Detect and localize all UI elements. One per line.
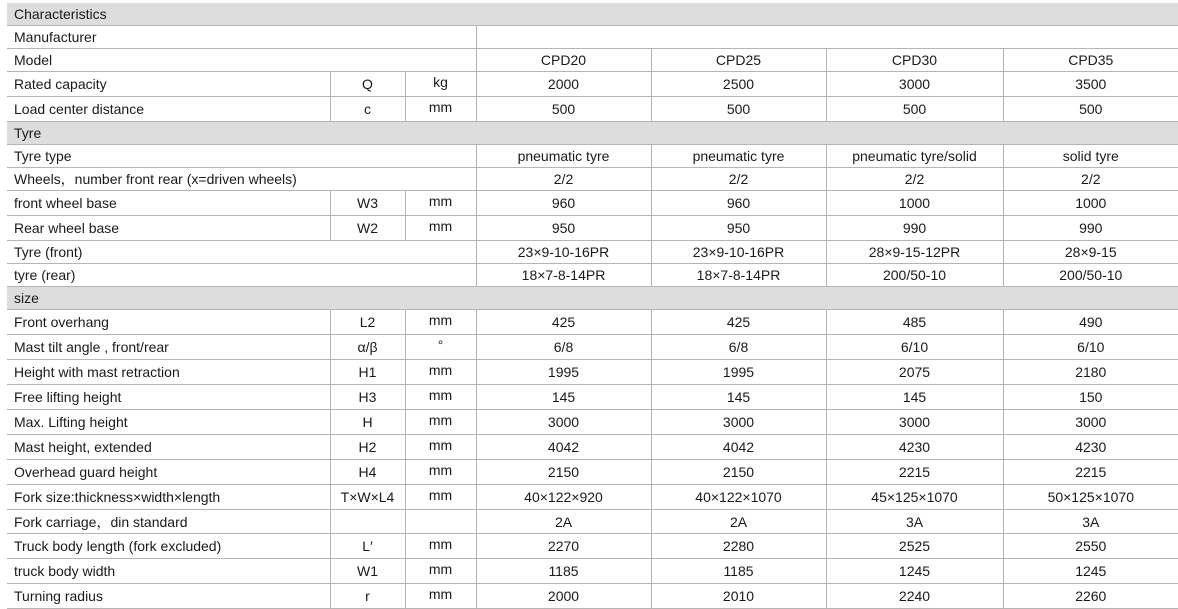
spec-table [7,3,1178,609]
value-cell: 200/50-10 [826,264,1003,287]
section-header-row [7,122,1178,145]
value-cell: 145 [651,385,826,410]
row-label: Turning radius [7,584,330,609]
model-name-cell: CPD30 [826,49,1003,72]
row-symbol: H2 [330,435,405,460]
spec-row [7,145,1178,168]
value-cell: 500 [1003,97,1178,122]
value-cell: 1995 [651,360,826,385]
row-label: Max. Lifting height [7,410,330,435]
row-symbol: r [330,584,405,609]
value-cell: 145 [826,385,1003,410]
value-cell: 3A [826,510,1003,534]
row-unit: mm [405,485,476,510]
row-unit: mm [405,460,476,485]
value-cell: 960 [476,191,651,216]
value-cell: 2550 [1003,534,1178,559]
row-symbol: Q [330,72,405,97]
row-label: Rated capacity [7,72,330,97]
value-cell: 2075 [826,360,1003,385]
value-cell: 28×9-15-12PR [826,241,1003,264]
model-name-cell: CPD25 [651,49,826,72]
value-cell: 425 [476,310,651,335]
row-symbol: L2 [330,310,405,335]
row-unit: mm [405,97,476,122]
value-cell: pneumatic tyre/solid [826,145,1003,168]
value-cell: 1245 [826,559,1003,584]
value-cell: 6/10 [1003,335,1178,360]
value-cell: pneumatic tyre [651,145,826,168]
row-label: Tyre (front) [7,241,476,264]
value-cell: 485 [826,310,1003,335]
value-cell: 490 [1003,310,1178,335]
spec-row [7,310,1178,335]
row-label: truck body width [7,559,330,584]
row-label: tyre (rear) [7,264,476,287]
section-title: Characteristics [7,3,1178,26]
value-cell: 3000 [826,72,1003,97]
value-cell: 40×122×1070 [651,485,826,510]
value-cell: 990 [1003,216,1178,241]
row-label: Mast tilt angle , front/rear [7,335,330,360]
value-cell: 2000 [476,72,651,97]
row-symbol: W3 [330,191,405,216]
value-cell: 1185 [651,559,826,584]
row-unit: mm [405,584,476,609]
spec-row [7,191,1178,216]
spec-row [7,485,1178,510]
value-cell: 960 [651,191,826,216]
model-name-cell: CPD35 [1003,49,1178,72]
spec-row [7,584,1178,609]
value-cell: 200/50-10 [1003,264,1178,287]
row-unit [405,510,476,534]
spec-row [7,26,1178,49]
row-label: Free lifting height [7,385,330,410]
spec-row [7,534,1178,559]
value-cell: 2180 [1003,360,1178,385]
row-unit: mm [405,216,476,241]
value-cell: 1185 [476,559,651,584]
value-cell: 28×9-15 [1003,241,1178,264]
value-cell: 3A [1003,510,1178,534]
value-cell: 2270 [476,534,651,559]
row-label: Fork carriage，din standard [7,510,330,534]
value-cell: 1995 [476,360,651,385]
row-symbol [330,510,405,534]
spec-row [7,72,1178,97]
spec-row [7,460,1178,485]
row-label: Model [7,49,476,72]
value-cell: 2/2 [1003,168,1178,191]
row-unit: mm [405,310,476,335]
value-cell: 2240 [826,584,1003,609]
value-cell: 3000 [476,410,651,435]
row-label: Load center distance [7,97,330,122]
value-cell: 3500 [1003,72,1178,97]
spec-row [7,510,1178,534]
row-unit: mm [405,385,476,410]
row-label: Rear wheel base [7,216,330,241]
value-cell: 500 [476,97,651,122]
value-cell: 6/8 [651,335,826,360]
value-cell: 2215 [1003,460,1178,485]
spec-row [7,360,1178,385]
value-cell: 145 [476,385,651,410]
value-cell: solid tyre [1003,145,1178,168]
manufacturer-value-cell [476,26,1178,49]
value-cell: 1000 [826,191,1003,216]
value-cell: 425 [651,310,826,335]
value-cell: 6/10 [826,335,1003,360]
value-cell: 23×9-10-16PR [651,241,826,264]
value-cell: 3000 [1003,410,1178,435]
value-cell: 4230 [1003,435,1178,460]
row-unit: ° [405,335,476,360]
value-cell: 150 [1003,385,1178,410]
spec-row [7,216,1178,241]
section-title: Tyre [7,122,1178,145]
value-cell: 45×125×1070 [826,485,1003,510]
row-symbol: T×W×L4 [330,485,405,510]
spec-row [7,49,1178,72]
row-symbol: α/β [330,335,405,360]
value-cell: 3000 [826,410,1003,435]
row-label: Fork size:thickness×width×length [7,485,330,510]
spec-row [7,241,1178,264]
value-cell: 2000 [476,584,651,609]
row-symbol: H [330,410,405,435]
value-cell: 990 [826,216,1003,241]
row-symbol: L′ [330,534,405,559]
value-cell: 2/2 [651,168,826,191]
value-cell: pneumatic tyre [476,145,651,168]
value-cell: 6/8 [476,335,651,360]
value-cell: 2010 [651,584,826,609]
row-label: Front overhang [7,310,330,335]
row-symbol: H3 [330,385,405,410]
value-cell: 500 [826,97,1003,122]
row-label: Manufacturer [7,26,476,49]
value-cell: 40×122×920 [476,485,651,510]
spec-row [7,264,1178,287]
value-cell: 2/2 [826,168,1003,191]
row-unit: mm [405,410,476,435]
section-header-row [7,3,1178,26]
value-cell: 3000 [651,410,826,435]
value-cell: 23×9-10-16PR [476,241,651,264]
value-cell: 2150 [651,460,826,485]
value-cell: 18×7-8-14PR [476,264,651,287]
row-unit: mm [405,360,476,385]
value-cell: 4042 [476,435,651,460]
value-cell: 4042 [651,435,826,460]
value-cell: 2260 [1003,584,1178,609]
row-unit: mm [405,191,476,216]
spec-row [7,410,1178,435]
row-label: Mast height, extended [7,435,330,460]
row-label: Truck body length (fork excluded) [7,534,330,559]
value-cell: 2280 [651,534,826,559]
value-cell: 2A [476,510,651,534]
value-cell: 18×7-8-14PR [651,264,826,287]
spec-row [7,435,1178,460]
value-cell: 950 [651,216,826,241]
spec-row [7,335,1178,360]
spec-row [7,168,1178,191]
value-cell: 2A [651,510,826,534]
row-symbol: W1 [330,559,405,584]
row-label: Overhead guard height [7,460,330,485]
value-cell: 2150 [476,460,651,485]
row-symbol: H1 [330,360,405,385]
value-cell: 1000 [1003,191,1178,216]
value-cell: 2500 [651,72,826,97]
model-name-cell: CPD20 [476,49,651,72]
spec-table-body [7,3,1178,609]
value-cell: 4230 [826,435,1003,460]
section-title: size [7,287,1178,310]
row-unit: mm [405,534,476,559]
value-cell: 50×125×1070 [1003,485,1178,510]
row-label: Wheels，number front rear (x=driven wheels) [7,168,476,191]
row-label: front wheel base [7,191,330,216]
row-symbol: W2 [330,216,405,241]
section-header-row [7,287,1178,310]
value-cell: 2525 [826,534,1003,559]
row-symbol: c [330,97,405,122]
row-symbol: H4 [330,460,405,485]
spec-row [7,385,1178,410]
row-unit: mm [405,435,476,460]
spec-row [7,559,1178,584]
value-cell: 2215 [826,460,1003,485]
value-cell: 1245 [1003,559,1178,584]
value-cell: 500 [651,97,826,122]
row-unit: kg [405,72,476,97]
row-unit: mm [405,559,476,584]
value-cell: 2/2 [476,168,651,191]
row-label: Tyre type [7,145,476,168]
row-label: Height with mast retraction [7,360,330,385]
value-cell: 950 [476,216,651,241]
spec-row [7,97,1178,122]
